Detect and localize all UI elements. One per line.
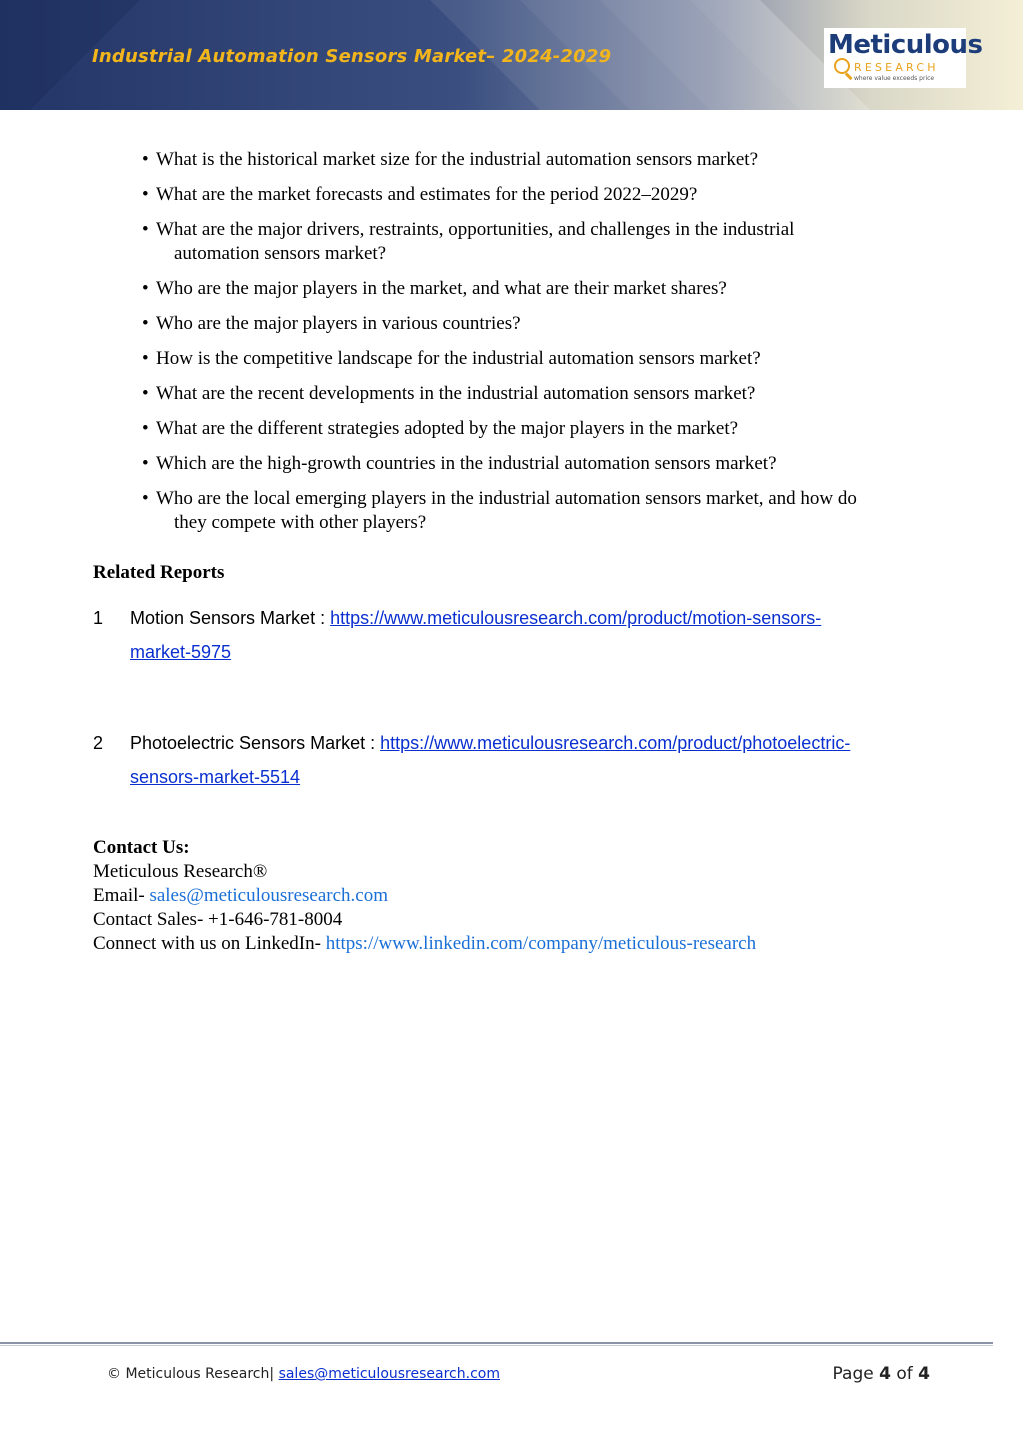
list-item: • Which are the high-growth countries in the industrial automation sensors market? [142, 453, 777, 474]
bullet-icon: • [142, 184, 149, 205]
list-item: • What are the recent developments in the industrial automation sensors market? [142, 383, 756, 404]
magnifier-handle [845, 72, 852, 79]
bullet-icon: • [142, 488, 149, 509]
contact-block [93, 836, 756, 956]
bullet-icon: • [142, 149, 149, 170]
page-header [0, 0, 1023, 110]
footer-copyright: © Meticulous Research| sales@meticulousresearch.com [107, 1366, 500, 1382]
linkedin-link[interactable]: https://www.linkedin.com/company/meticulous-research [325, 933, 757, 954]
list-item: • What are the market forecasts and estimates for the period 2022–2029? [142, 184, 698, 205]
list-item: • Who are the major players in the market, and what are their market shares? [142, 278, 727, 299]
key-questions-list [140, 148, 940, 546]
magnifier-icon [834, 58, 850, 74]
report-number: 1 [93, 608, 104, 628]
logo-wordmark: Meticulous [828, 30, 983, 60]
footer-divider-light [0, 1345, 993, 1346]
footer-divider [0, 1342, 993, 1344]
page-number: Page 4 of 4 [832, 1364, 930, 1384]
report-link-motion-sensors-cont[interactable]: market-5975 [130, 642, 232, 662]
list-item: • What are the major drivers, restraints, opportunities, and challenges in the industrial automation sensors market? [142, 219, 795, 264]
report-label: Photoelectric Sensors Market : [130, 733, 381, 753]
bullet-icon: • [142, 453, 149, 474]
contact-heading: Contact Us: [93, 837, 190, 858]
bullet-icon: • [142, 348, 149, 369]
company-logo [824, 28, 983, 88]
list-item: • What is the historical market size for the industrial automation sensors market? [142, 149, 759, 170]
bullet-icon: • [142, 313, 149, 334]
bullet-icon: • [142, 219, 149, 240]
list-item: • Who are the local emerging players in the industrial automation sensors market, and how do they compete with other players? [142, 488, 857, 533]
list-item: • How is the competitive landscape for the industrial automation sensors market? [142, 348, 761, 369]
bullet-icon: • [142, 278, 149, 299]
logo-tagline: where value exceeds price [854, 75, 935, 82]
report-number: 2 [93, 733, 104, 753]
email-line: Email- sales@meticulousresearch.com [93, 885, 389, 906]
report-label: Motion Sensors Market : [130, 608, 331, 628]
company-name: Meticulous Research® [93, 861, 268, 882]
footer-email-link[interactable]: sales@meticulousresearch.com [278, 1366, 500, 1382]
report-link-photoelectric-sensors[interactable]: https://www.meticulousresearch.com/product/photoelectric- [380, 733, 851, 753]
phone-line: Contact Sales- +1-646-781-8004 [93, 909, 343, 930]
bullet-icon: • [142, 418, 149, 439]
report-link-motion-sensors[interactable]: https://www.meticulousresearch.com/product/motion-sensors- [330, 608, 822, 628]
bullet-icon: • [142, 383, 149, 404]
list-item: • What are the different strategies adopted by the major players in the market? [142, 418, 739, 439]
report-title: Industrial Automation Sensors Market– 2024-2029 [92, 46, 612, 67]
list-item: • Who are the major players in various countries? [142, 313, 521, 334]
contact-email-link[interactable]: sales@meticulousresearch.com [149, 885, 389, 906]
linkedin-line: Connect with us on LinkedIn- https://www.linkedin.com/company/meticulous-research [93, 933, 757, 954]
report-link-photoelectric-sensors-cont[interactable]: sensors-market-5514 [130, 767, 301, 787]
related-reports-heading: Related Reports [93, 562, 225, 583]
logo-subtitle: RESEARCH [854, 61, 939, 74]
